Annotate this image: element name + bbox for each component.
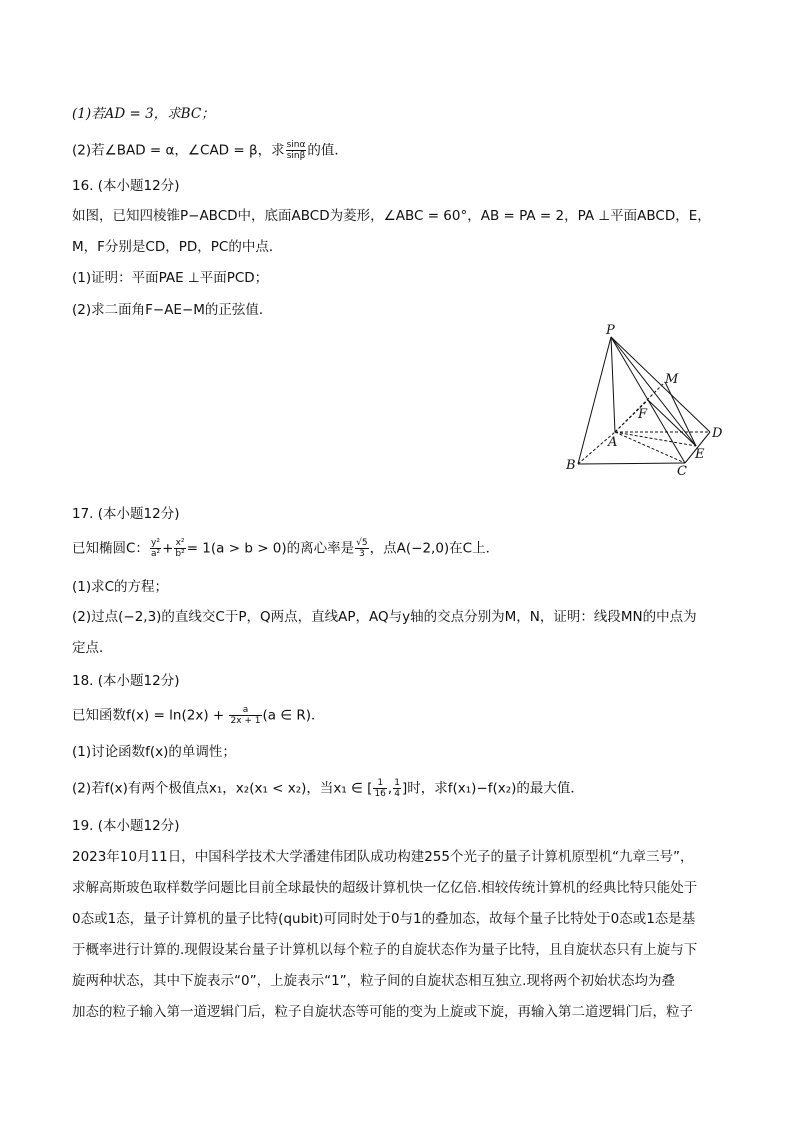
q17-stem: 已知椭圆C： $\frac{\text{y²}}{\text{a²}}$ + $\frac{\text{x²}}{\text{b²}}$ = 1(a > b > 0)的离心率是 $\frac{√5}{3}$ ，点A(−2,0)在C上．	[72, 538, 500, 559]
q17-part2-line1: (2)过点(−2,3)的直线交C于P，Q两点，直线AP，AQ与y轴的交点分别为M，N，证明：线段MN的中点为	[72, 609, 697, 625]
q16-stem-line1: 如图，已知四棱锥P−ABCD中，底面ABCD为菱形，∠ABC = 60°，AB = PA = 2，PA ⊥平面ABCD，E，	[72, 208, 711, 224]
q17-part2-line2: 定点．	[72, 640, 113, 656]
label-F: F	[638, 407, 648, 422]
label-E: E	[695, 447, 705, 462]
interval-upper-fraction: $\frac{1}{4}$	[394, 778, 400, 799]
q15-part2: (2)若∠BAD = α，∠CAD = β，求 $\frac{\sin\alpha}{\sin\beta}$ 的值．	[72, 140, 348, 161]
q18-part2: (2)若f(x)有两个极值点x₁，x₂(x₁ < x₂)，当x₁ ∈ [ $\frac{1}{16}$ , $\frac{1}{4}$ ]时，求f(x₁)−f(x₂)的最大值．	[72, 778, 584, 799]
q19-line3: 0态或1态，量子计算机的量子比特(qubit)可同时处于0与1的叠加态，故每个量子比特处于0态或1态是基	[72, 911, 696, 927]
q17-part1: (1)求C的方程；	[72, 579, 169, 595]
q15-part1: (1)若AD = 3，求BC；	[72, 106, 215, 122]
sin-ratio-fraction: $\frac{\sin\alpha}{\sin\beta}$	[286, 140, 306, 161]
q18-stem: 已知函数f(x) = ln(2x) + $\frac{a}{2x + 1}$ (a ∈ R)．	[72, 705, 325, 726]
q19-header: 19. (本小题12分)	[72, 818, 180, 834]
y2-over-a2: $\frac{\text{y²}}{\text{a²}}$	[150, 538, 161, 559]
a-over-2x-plus-1: $\frac{a}{2x + 1}$	[230, 705, 261, 726]
eccentricity-fraction: $\frac{√5}{3}$	[356, 538, 368, 559]
pyramid-figure	[560, 320, 730, 480]
q16-header: 16. (本小题12分)	[72, 178, 180, 194]
label-B: B	[566, 458, 576, 473]
q17-header: 17. (本小题12分)	[72, 506, 180, 522]
interval-lower-fraction: $\frac{1}{16}$	[374, 778, 386, 799]
label-P: P	[606, 323, 615, 338]
q16-part2: (2)求二面角F−AE−M的正弦值．	[72, 302, 273, 318]
label-M: M	[665, 372, 679, 387]
q18-header: 18. (本小题12分)	[72, 673, 180, 689]
x2-over-b2: $\frac{\text{x²}}{\text{b²}}$	[175, 538, 185, 559]
q19-line2: 求解高斯玻色取样数学问题比目前全球最快的超级计算机快一亿亿倍.相较传统计算机的经典比特只能处于	[72, 880, 698, 896]
q16-stem-line2: M，F分别是CD，PD，PC的中点．	[72, 239, 283, 255]
q19-line6: 加态的粒子输入第一道逻辑门后，粒子自旋状态等可能的变为上旋或下旋，再输入第二道逻辑门后，粒子	[72, 1004, 693, 1020]
q18-part1: (1)讨论函数f(x)的单调性；	[72, 744, 236, 760]
q19-line5: 旋两种状态，其中下旋表示“0”，上旋表示“1”，粒子间的自旋状态相互独立.现将两个初始状态均为叠	[72, 973, 675, 989]
q16-part1: (1)证明：平面PAE ⊥平面PCD；	[72, 270, 269, 286]
label-A: A	[608, 435, 618, 450]
label-C: C	[677, 464, 687, 479]
label-D: D	[712, 426, 723, 441]
q19-line4: 于概率进行计算的.现假设某台量子计算机以每个粒子的自旋状态作为量子比特，且自旋状态只有上旋与下	[72, 942, 698, 958]
q19-line1: 2023年10月11日，中国科学技术大学潘建伟团队成功构建255个光子的量子计算机原型机“九章三号”，	[72, 849, 694, 865]
